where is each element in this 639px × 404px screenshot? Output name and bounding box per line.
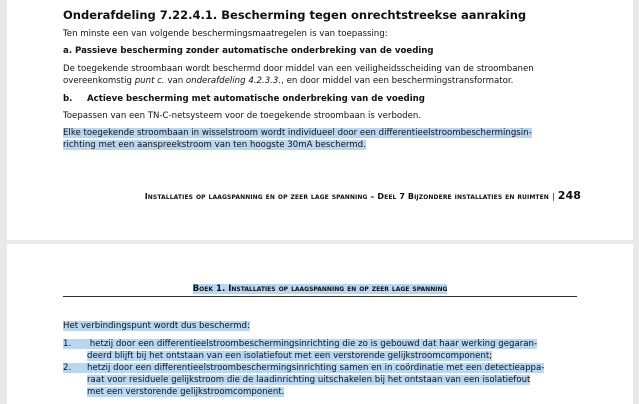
- page-header-text[interactable]: Boek 1. Installaties op laagspanning en op zeer lage spanning: [192, 284, 448, 294]
- highlighted-line2[interactable]: [63, 140, 366, 150]
- reference-link: punt c.: [134, 76, 165, 86]
- document-page-249: [7, 244, 633, 404]
- section-title: Onderafdeling 7.22.4.1. Bescherming tegen onrechtstreekse aanraking: [63, 8, 527, 22]
- paragraph-a-line2: [63, 76, 513, 86]
- list-number: 2.: [63, 363, 87, 373]
- selected-text[interactable]: Elke toegekende stroombaan in wisselstroom wordt individueel door een differentieelstroombeschermingsin-: [63, 128, 532, 138]
- text-run: , en door middel van een beschermingstransformator.: [281, 76, 514, 86]
- highlighted-line1[interactable]: [63, 128, 532, 138]
- subsection-b-heading: [63, 94, 425, 104]
- selected-text[interactable]: richting met een aanspreekstroom van ten hoogste 30mA beschermd.: [63, 140, 366, 150]
- selected-text[interactable]: met een verstorende gelijkstroomcomponent.: [87, 387, 285, 397]
- subsection-a-heading: a. Passieve bescherming zonder automatische onderbreking van de voeding: [63, 46, 434, 56]
- list-item[interactable]: [63, 363, 544, 373]
- list-number: 1.: [63, 339, 87, 349]
- footer-separator: |: [551, 192, 555, 201]
- page-number: 248: [557, 189, 581, 202]
- list-item-continuation[interactable]: [87, 351, 492, 361]
- selected-text[interactable]: hetzij door een differentieelstroombeschermingsinrichting samen en in coördinatie met een detectieappa-: [87, 363, 545, 373]
- list-item-continuation[interactable]: [87, 375, 530, 385]
- list-item-continuation[interactable]: [87, 387, 284, 397]
- text-run: overeenkomstig: [63, 76, 135, 86]
- paragraph-a-line1: De toegekende stroombaan wordt beschermd door middel van een veiligheidsscheiding van de stroombanen: [63, 64, 534, 74]
- list-item[interactable]: [63, 339, 537, 349]
- intro-text: Ten minste een van volgende beschermingsmaatregelen is van toepassing:: [63, 29, 388, 39]
- selected-text[interactable]: Het verbindingspunt wordt dus beschermd:: [63, 321, 250, 331]
- document-page-248: [7, 0, 633, 240]
- selected-text[interactable]: hetzij door een differentieelstroombeschermingsinrichting die zo is gebouwd dat haar werking gegaran-: [87, 339, 538, 349]
- selected-text[interactable]: deerd blijft bij het ontstaan van een isolatiefout met een verstorende gelijkstroomcomponent;: [87, 351, 493, 361]
- subsection-b-label: b.: [63, 94, 73, 104]
- page-footer: [145, 189, 581, 202]
- intro-text[interactable]: [63, 321, 250, 331]
- header-rule: [63, 296, 577, 297]
- subsection-b-title: Actieve bescherming met automatische onderbreking van de voeding: [87, 94, 425, 104]
- selected-text[interactable]: raat voor residuele gelijkstroom die de laadinrichting uitschakelen bij het ontstaan van een isolatiefout: [87, 375, 531, 385]
- reference-link: onderafdeling 4.2.3.3.: [185, 76, 282, 86]
- footer-text: Installaties op laagspanning en op zeer lage spanning – Deel 7 Bijzondere installaties en ruimten: [144, 192, 549, 201]
- page-header: [7, 284, 633, 294]
- text-run: van: [164, 76, 186, 86]
- paragraph-b-line1: Toepassen van een TN-C-netsysteem voor de toegekende stroombaan is verboden.: [63, 111, 422, 121]
